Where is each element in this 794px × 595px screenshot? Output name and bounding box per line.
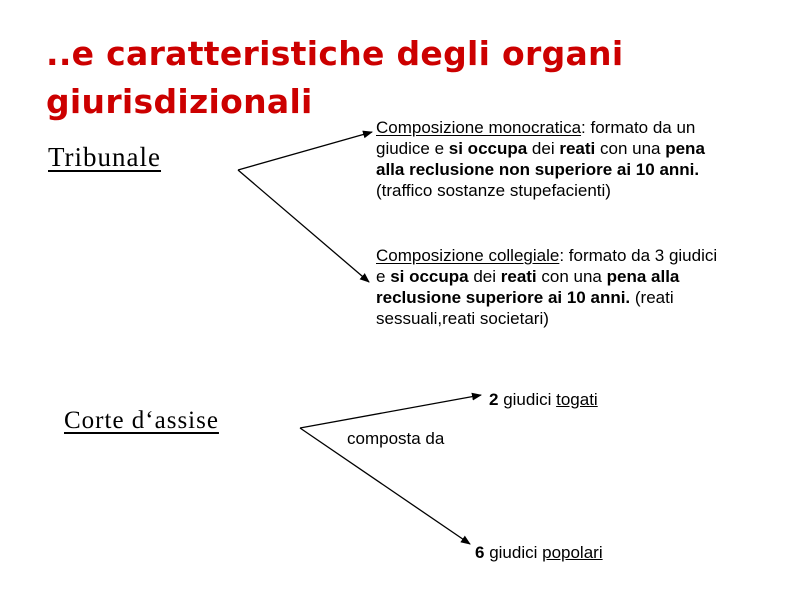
corte-assise-label: Corte d‘assise (64, 407, 219, 434)
monocratica-text: Composizione monocratica: formato da un giudice e si occupa dei reati con una pena alla reclusione non superiore ai 10 anni. (traffico sostanze stupefacienti) (376, 118, 705, 200)
giudici-togati: 2 giudici togati (489, 390, 598, 409)
collegiale-heading: Composizione collegiale (376, 246, 560, 265)
page-title: ..e caratteristiche degli organi giurisdizionali (46, 34, 624, 121)
arrow-to-popolari (300, 428, 470, 544)
collegiale-text: Composizione collegiale: formato da 3 giudici e si occupa dei reati con una pena alla reclusione superiore ai 10 anni. (reati sessuali,reati societari) (376, 246, 718, 328)
arrow-to-collegiale (238, 170, 369, 282)
monocratica-heading: Composizione monocratica (376, 118, 582, 137)
composta-da-label: composta da (347, 429, 445, 448)
tribunale-label: Tribunale (48, 142, 162, 172)
giudici-popolari: 6 giudici popolari (475, 543, 603, 562)
arrow-to-monocratica (238, 132, 372, 170)
arrow-to-togati (300, 395, 481, 428)
